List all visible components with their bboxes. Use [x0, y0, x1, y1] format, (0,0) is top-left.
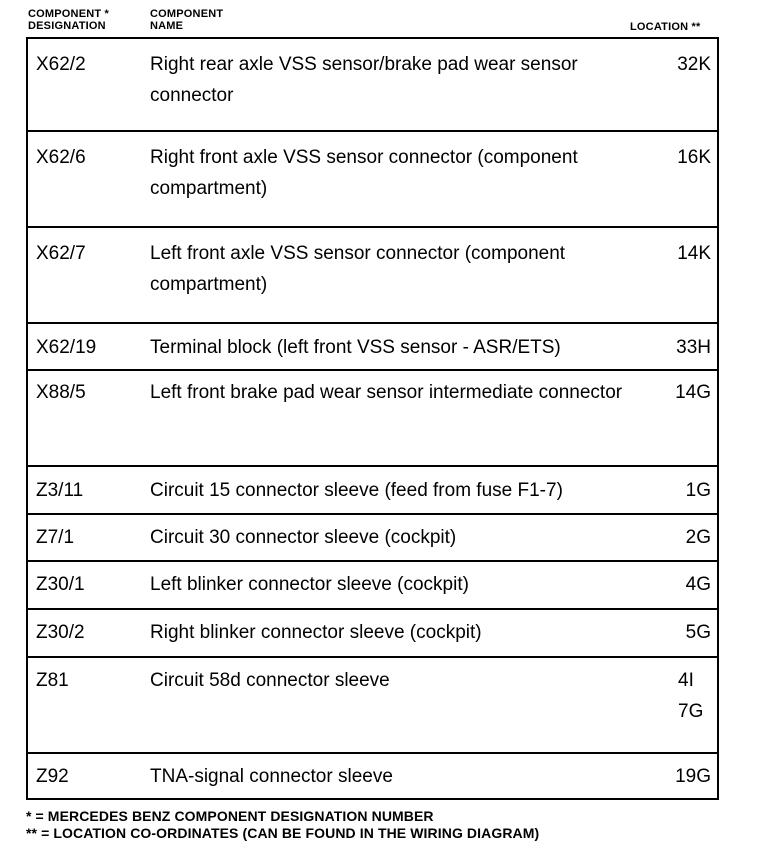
name-cell: Left front axle VSS sensor connector (component compartment) — [150, 243, 566, 295]
name-cell: Right front axle VSS sensor connector (component compartment) — [150, 147, 578, 199]
name-cell: Terminal block (left front VSS sensor - ASR/ETS) — [150, 337, 561, 358]
designation-cell: Z30/1 — [36, 574, 85, 595]
location-cell: 4G — [685, 574, 711, 595]
table-row — [28, 228, 717, 324]
designation-cell: X62/7 — [36, 243, 86, 264]
location-cell: 2G — [685, 527, 711, 548]
location-cell: 16K — [677, 147, 711, 168]
table-row — [28, 132, 717, 228]
location-cell: 14G — [675, 382, 711, 403]
footnote-location: ** = LOCATION CO-ORDINATES (CAN BE FOUND IN THE WIRING DIAGRAM) — [26, 825, 540, 841]
header-designation: COMPONENT * DESIGNATION — [28, 8, 110, 32]
component-table — [26, 37, 719, 800]
designation-cell: X62/6 — [36, 147, 86, 168]
name-cell: Left blinker connector sleeve (cockpit) — [150, 574, 469, 595]
table-row — [28, 515, 717, 562]
location-cell: 5G — [685, 622, 711, 643]
header-location: LOCATION ** — [630, 21, 701, 33]
designation-cell: Z81 — [36, 670, 69, 691]
designation-cell: X62/2 — [36, 54, 86, 75]
header-name: COMPONENT NAME — [150, 8, 224, 32]
location-cell: 1G — [685, 480, 711, 501]
table-row — [28, 610, 717, 658]
designation-cell: Z3/11 — [36, 480, 84, 501]
table-row — [28, 562, 717, 610]
name-cell: Left front brake pad wear sensor intermediate connector — [150, 382, 623, 403]
location-cell: 14K — [677, 243, 711, 264]
table-row — [28, 754, 717, 798]
location-cell: 19G — [675, 766, 711, 787]
name-cell: Circuit 15 connector sleeve (feed from fuse F1-7) — [150, 480, 563, 501]
location-cell: 32K — [677, 54, 711, 75]
name-cell: Circuit 58d connector sleeve — [150, 670, 390, 691]
footnote-designation: * = MERCEDES BENZ COMPONENT DESIGNATION NUMBER — [26, 808, 434, 824]
table-row — [28, 467, 717, 515]
designation-cell: X88/5 — [36, 382, 86, 403]
table-row — [28, 39, 717, 132]
designation-cell: Z92 — [36, 766, 69, 787]
designation-cell: Z7/1 — [36, 527, 75, 548]
name-cell: TNA-signal connector sleeve — [150, 766, 393, 787]
location-cell: 33H — [676, 337, 711, 358]
name-cell: Circuit 30 connector sleeve (cockpit) — [150, 527, 457, 548]
designation-cell: X62/19 — [36, 337, 97, 358]
designation-cell: Z30/2 — [36, 622, 85, 643]
location-cell: 4I 7G — [678, 670, 704, 722]
table-row — [28, 658, 717, 754]
table-row — [28, 324, 717, 371]
name-cell: Right blinker connector sleeve (cockpit) — [150, 622, 482, 643]
table-row — [28, 371, 717, 467]
name-cell: Right rear axle VSS sensor/brake pad wear sensor connector — [150, 54, 578, 106]
